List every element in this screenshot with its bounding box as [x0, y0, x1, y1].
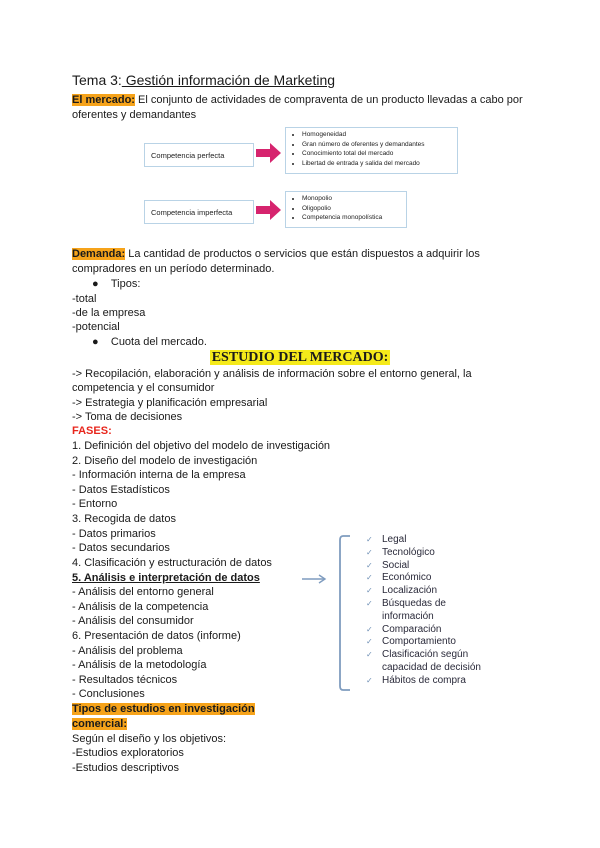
check-item: [366, 534, 481, 547]
check-item: [366, 560, 481, 573]
check-item-text: Localización: [382, 585, 438, 597]
tipos-estudios-label-text-1: Tipos de estudios en investigación: [72, 703, 255, 715]
bullet-cuota: ● Cuota del mercado.: [92, 336, 207, 348]
tipo-item: -potencial: [72, 321, 120, 333]
page-title: [72, 73, 335, 87]
tipos-estudios-line: Según el diseño y los objetivos:: [72, 733, 227, 745]
mercado-text-1: El conjunto de actividades de compraventa de un producto llevadas a cabo por: [134, 94, 523, 106]
tipos-estudios-label-text-2: comercial:: [72, 718, 128, 730]
check-item-continuation: [366, 662, 481, 675]
check-icon: ✓: [366, 675, 373, 685]
fase-5-label: 5. Análisis e interpretación de datos: [72, 572, 260, 584]
bullet-cuota-text: Cuota del mercado.: [110, 336, 207, 348]
fase-line: - Análisis del consumidor: [72, 615, 194, 627]
fase-line: - Información interna de la empresa: [72, 469, 246, 481]
mercado-label: El mercado:: [72, 94, 135, 106]
check-item-text: Legal: [382, 534, 407, 545]
competencia-imperfecta-box: [144, 200, 254, 224]
fase-line: - Datos primarios: [72, 528, 156, 540]
tipo-item: -total: [72, 293, 97, 305]
fase-line: - Entorno: [72, 498, 118, 510]
check-item-text: Comportamiento: [382, 636, 456, 648]
check-icon: ✓: [366, 535, 373, 544]
arrow-right-icon: [256, 142, 282, 164]
check-item-text: Comparación: [382, 623, 442, 635]
fase-line: - Análisis del problema: [72, 645, 183, 657]
title-main: Gestión información de Marketing: [121, 72, 336, 88]
competencia-imperfecta-list: [285, 191, 407, 228]
estudio-line: -> Toma de decisiones: [72, 411, 183, 423]
fase-line: - Resultados técnicos: [72, 674, 178, 686]
demanda-line-2: compradores en un período determinado.: [72, 263, 275, 275]
list-item: • Monopolio: [302, 194, 406, 204]
check-item: [366, 675, 481, 688]
mercado-line-1: [72, 93, 523, 107]
arrow-right-icon: [256, 199, 282, 221]
estudio-line: -> Estrategia y planificación empresarial: [72, 397, 268, 409]
title-prefix: Tema 3:: [72, 72, 122, 88]
tipos-estudios-label-1: [72, 702, 255, 716]
check-item-text: Hábitos de compra: [382, 674, 466, 686]
fases-label: FASES:: [72, 425, 112, 437]
demanda-text-1: La cantidad de productos o servicios que están dispuestos a adquirir los: [125, 248, 480, 260]
check-item-text: capacidad de decisión: [382, 661, 481, 673]
fase-line: - Datos Estadísticos: [72, 484, 170, 496]
competencia-perfecta-label: Competencia perfecta: [151, 151, 225, 160]
estudio-title-text: ESTUDIO DEL MERCADO:: [211, 350, 389, 365]
check-item: [366, 624, 481, 637]
check-item: [366, 598, 481, 611]
estudio-line: -> Recopilación, elaboración y análisis de información sobre el entorno general, la: [72, 368, 472, 380]
list-item: • Competencia monopolística: [302, 213, 406, 223]
fase-line: - Análisis del entorno general: [72, 586, 214, 598]
check-item-text: Búsquedas de: [382, 597, 446, 609]
check-item-text: Social: [382, 559, 410, 571]
check-icon: ✓: [366, 650, 373, 660]
fase-line: 2. Diseño del modelo de investigación: [72, 455, 258, 467]
tipos-estudios-line: -Estudios exploratorios: [72, 747, 184, 759]
competencia-perfecta-box: [144, 143, 254, 167]
fase-line: 1. Definición del objetivo del modelo de investigación: [72, 440, 331, 452]
list-item: • Libertad de entrada y salida del mercado: [302, 159, 457, 169]
tipos-estudios-line: -Estudios descriptivos: [72, 762, 179, 774]
arrow-right-icon: [302, 573, 328, 585]
estudio-title: [0, 350, 600, 366]
mercado-line-2: oferentes y demandantes: [72, 109, 197, 121]
check-icon: ✓: [366, 560, 373, 570]
check-item-text: información: [382, 610, 434, 622]
demanda-line-1: [72, 247, 480, 261]
check-item: [366, 572, 481, 585]
check-item: [366, 547, 481, 560]
check-item-text: Económico: [382, 572, 432, 584]
check-item: [366, 636, 481, 649]
fase-line: 4. Clasificación y estructuración de datos: [72, 557, 272, 569]
bullet-tipos-text: Tipos:: [110, 278, 141, 290]
bracket-icon: [338, 534, 352, 694]
list-item: • Gran número de oferentes y demandantes: [302, 140, 457, 150]
check-icon: ✓: [366, 624, 373, 634]
checklist: [366, 534, 481, 688]
check-item-continuation: [366, 611, 481, 624]
check-icon: ✓: [366, 547, 373, 557]
bullet-tipos: ● Tipos:: [92, 278, 141, 290]
competencia-perfecta-list: [285, 127, 458, 174]
check-item: [366, 649, 481, 662]
fase-line: 3. Recogida de datos: [72, 513, 176, 525]
fase-line: - Análisis de la competencia: [72, 601, 209, 613]
list-item: • Oligopolio: [302, 204, 406, 214]
tipo-item: -de la empresa: [72, 307, 146, 319]
list-item: • Conocimiento total del mercado: [302, 149, 457, 159]
fase-line: - Conclusiones: [72, 688, 145, 700]
check-icon: ✓: [366, 586, 373, 596]
fase-line: 6. Presentación de datos (informe): [72, 630, 241, 642]
list-item: • Homogeneidad: [302, 130, 457, 140]
check-icon: ✓: [366, 598, 373, 608]
competencia-imperfecta-label: Competencia imperfecta: [151, 208, 233, 217]
demanda-label: Demanda:: [72, 248, 126, 260]
check-icon: ✓: [366, 637, 373, 647]
check-icon: ✓: [366, 573, 373, 583]
check-item-text: Tecnológico: [382, 546, 435, 558]
estudio-line: competencia y el consumidor: [72, 382, 215, 394]
fase-line: - Análisis de la metodología: [72, 659, 207, 671]
tipos-estudios-label-2: [72, 717, 127, 731]
check-item: [366, 585, 481, 598]
check-item-text: Clasificación según: [382, 649, 469, 661]
fase-line: - Datos secundarios: [72, 542, 170, 554]
